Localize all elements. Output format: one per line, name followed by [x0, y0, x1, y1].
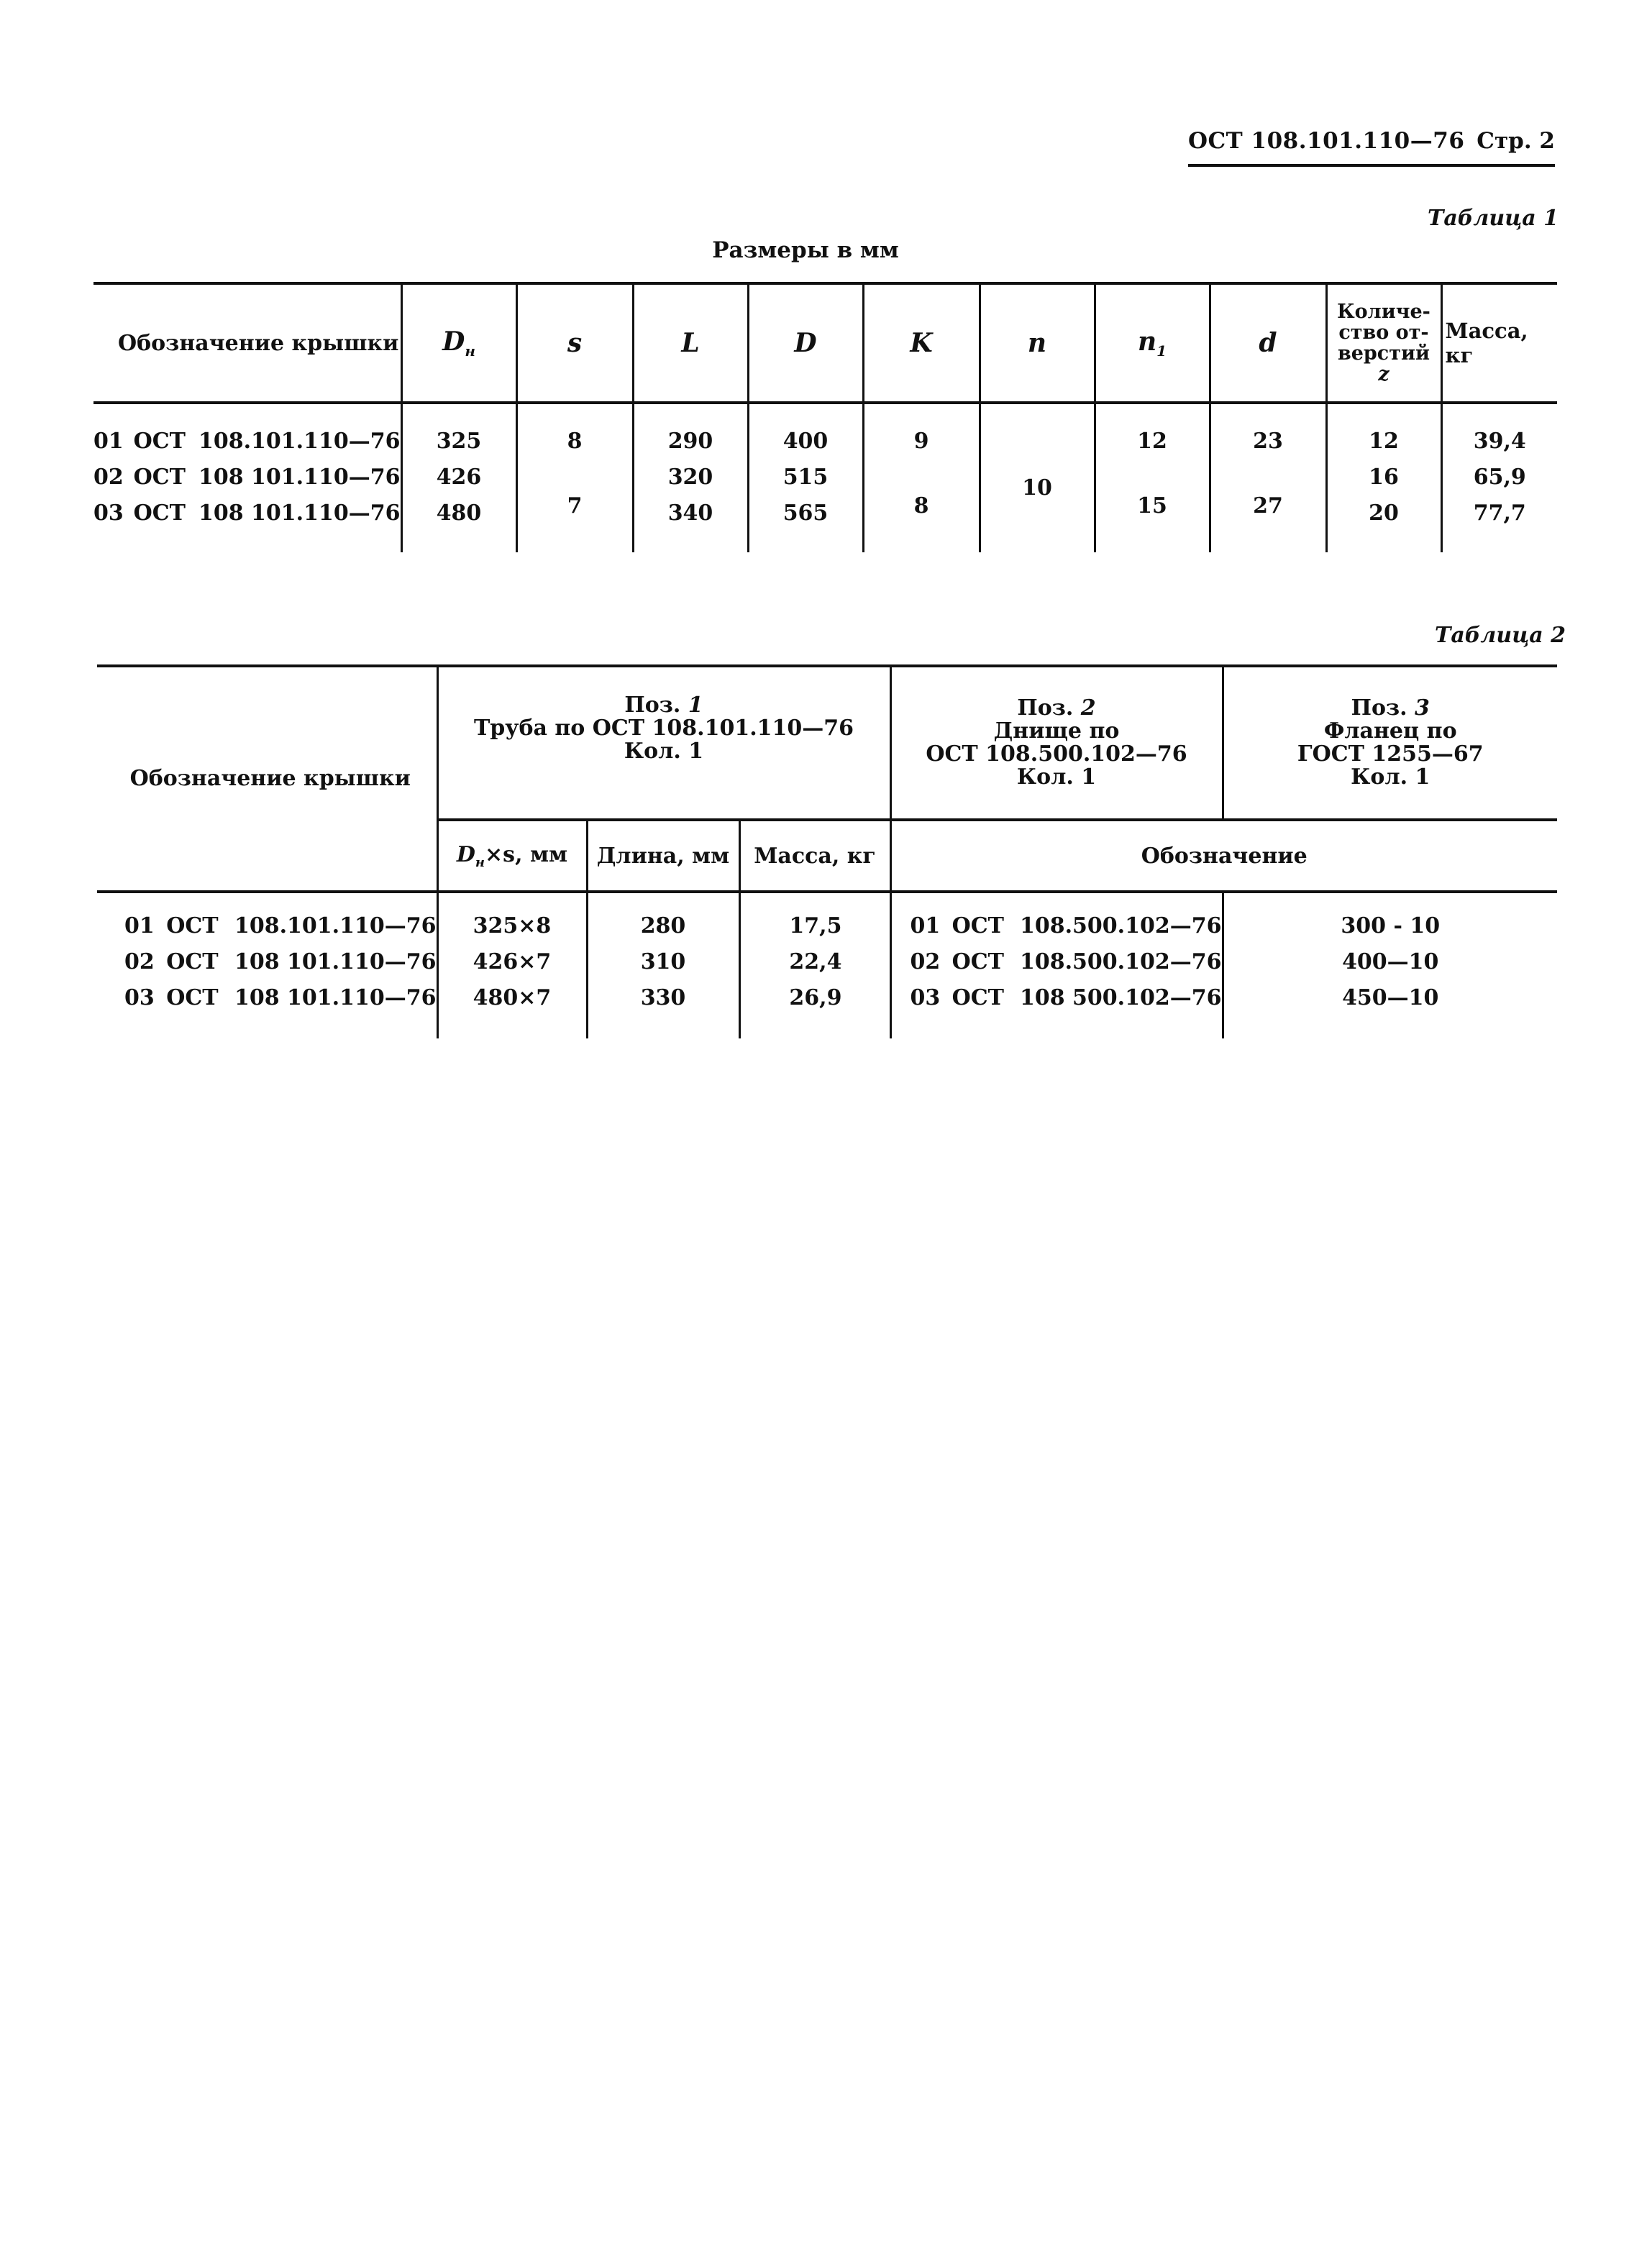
col-dims: $D_н\times s$, мм [437, 820, 587, 892]
table1 [93, 282, 1557, 552]
pos1-header: Поз. 1 Труба по ОСТ 108.101.110—76 Кол. 1 [437, 666, 890, 820]
mass-cell: 22,4 [739, 944, 890, 979]
flange-cell: 400—10 [1223, 944, 1557, 979]
D-cell: 565 [748, 495, 863, 552]
D-cell: 515 [748, 459, 863, 495]
bottom-designation-cell: 01 ОСТ 108.500.102—76 [890, 892, 1223, 944]
dims-cell: 426×7 [437, 944, 587, 979]
designation-cell: 02 ОСТ 108 101.110—76 [93, 464, 401, 490]
z-cell: 12 [1326, 403, 1441, 459]
col-mass: Масса, кг [739, 820, 890, 892]
col-n: n [980, 283, 1095, 403]
table2-caption: Таблица 2 [1435, 623, 1566, 648]
mass-cell: 77,7 [1441, 495, 1557, 552]
n1-cell: 15 [1095, 459, 1210, 552]
col-holes: Количе- ство от- верстий z [1326, 283, 1441, 403]
col-s: s [516, 283, 633, 403]
designation-cell: 03 ОСТ 108 101.110—76 [93, 500, 401, 526]
L-cell: 290 [633, 403, 748, 459]
length-cell: 280 [587, 892, 739, 944]
standard-number: ОСТ 108.101.110—76 [1188, 128, 1465, 154]
s-cell: 7 [516, 459, 633, 552]
length-cell: 330 [587, 979, 739, 1038]
table-row [97, 944, 1557, 979]
n-cell: 10 [980, 403, 1095, 552]
L-cell: 340 [633, 495, 748, 552]
flange-cell: 300 - 10 [1223, 892, 1557, 944]
designation-cell: 02 ОСТ 108 101.110—76 [124, 949, 437, 974]
L-cell: 320 [633, 459, 748, 495]
table1-caption: Таблица 1 [1428, 206, 1559, 231]
D-cell: 400 [748, 403, 863, 459]
col-mass: Масса, кг [1441, 283, 1557, 403]
col-n1: $n_1$ [1095, 283, 1210, 403]
page-header [1188, 128, 1555, 167]
length-cell: 310 [587, 944, 739, 979]
mass-cell: 65,9 [1441, 459, 1557, 495]
d-cell: 27 [1210, 459, 1326, 552]
table1-units: Размеры в мм [712, 237, 899, 263]
col-K: K [863, 283, 980, 403]
designation-cell: 03 ОСТ 108 101.110—76 [124, 985, 437, 1010]
dims-cell: 325×8 [437, 892, 587, 944]
mass-cell: 39,4 [1441, 403, 1557, 459]
table-row [93, 495, 1557, 552]
K-cell: 8 [863, 459, 980, 552]
col-length: Длина, мм [587, 820, 739, 892]
s-cell: 8 [516, 403, 633, 459]
dn-cell: 480 [401, 495, 516, 552]
dn-cell: 426 [401, 459, 516, 495]
bottom-designation-cell: 03 ОСТ 108 500.102—76 [890, 979, 1223, 1038]
z-cell: 20 [1326, 495, 1441, 552]
dn-cell: 325 [401, 403, 516, 459]
page-number: Стр. 2 [1477, 128, 1555, 154]
col-designation: Обозначение крышки [93, 283, 401, 403]
col-L: L [633, 283, 748, 403]
mass-cell: 17,5 [739, 892, 890, 944]
pos3-header: Поз. 3 Фланец по ГОСТ 1255—67 Кол. 1 [1223, 666, 1557, 820]
col-designation: Обозначение крышки [97, 666, 437, 892]
table2 [97, 664, 1557, 1038]
bottom-designation-cell: 02 ОСТ 108.500.102—76 [890, 944, 1223, 979]
dims-cell: 480×7 [437, 979, 587, 1038]
flange-cell: 450—10 [1223, 979, 1557, 1038]
col-designation2: Обозначение [890, 820, 1557, 892]
z-cell: 16 [1326, 459, 1441, 495]
table-row [93, 459, 1557, 495]
col-d: d [1210, 283, 1326, 403]
pos2-header: Поз. 2 Днище по ОСТ 108.500.102—76 Кол. 1 [890, 666, 1223, 820]
table-row [93, 403, 1557, 459]
designation-cell: 01 ОСТ 108.101.110—76 [124, 913, 437, 938]
col-D: D [748, 283, 863, 403]
designation-cell: 01 ОСТ 108.101.110—76 [93, 428, 401, 454]
d-cell: 23 [1210, 403, 1326, 459]
n1-cell: 12 [1095, 403, 1210, 459]
mass-cell: 26,9 [739, 979, 890, 1038]
table-row [97, 979, 1557, 1038]
table1-header-row [93, 283, 1557, 403]
K-cell: 9 [863, 403, 980, 459]
col-dn: $D_н$ [401, 283, 516, 403]
table-row [97, 892, 1557, 944]
